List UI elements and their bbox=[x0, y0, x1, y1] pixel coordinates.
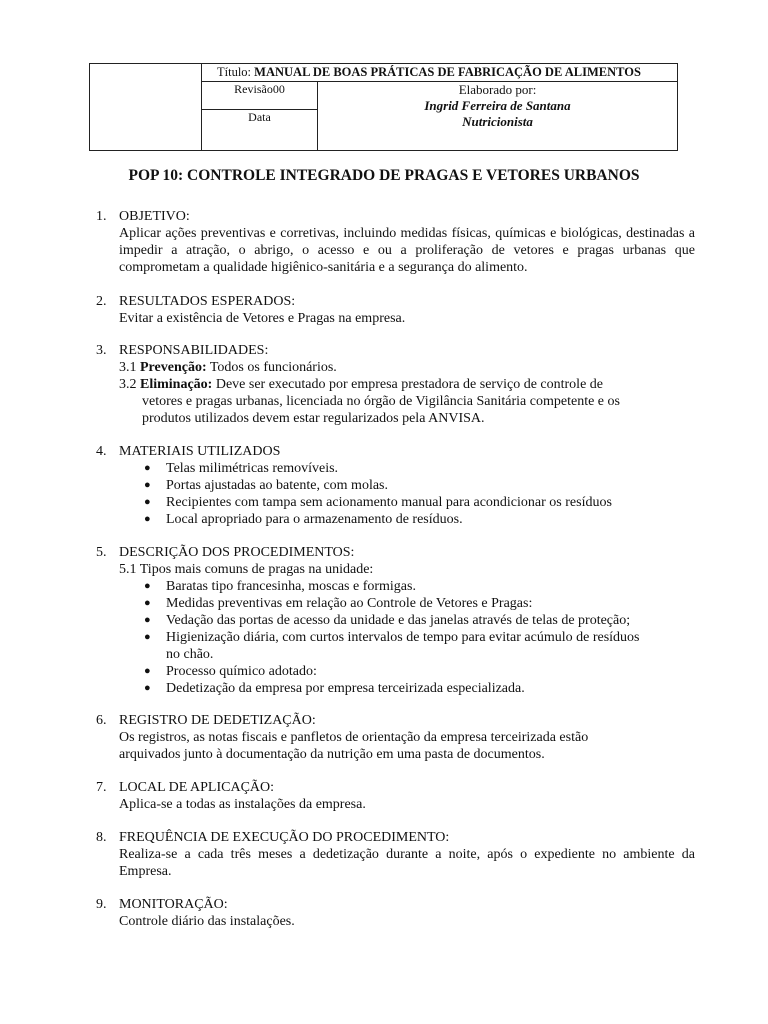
section-number: 7. bbox=[96, 780, 107, 795]
bullet-icon: ● bbox=[144, 682, 151, 694]
section-number: 5. bbox=[96, 545, 107, 560]
section-number: 1. bbox=[96, 209, 107, 224]
author-name: Ingrid Ferreira de Santana bbox=[424, 98, 571, 113]
bullet-icon: ● bbox=[144, 496, 151, 508]
section-number: 6. bbox=[96, 713, 107, 728]
section-text: Controle diário das instalações. bbox=[119, 914, 295, 929]
list-item bbox=[0, 663, 768, 680]
section-heading: OBJETIVO: bbox=[119, 209, 190, 224]
list-item bbox=[0, 511, 768, 528]
prepared-by-label: Elaborado por: bbox=[458, 82, 537, 97]
section-number: 3. bbox=[96, 343, 107, 358]
item-label: Prevenção: bbox=[140, 360, 207, 375]
list-item bbox=[0, 595, 768, 612]
list-item-text: Local apropriado para o armazenamento de resíduos. bbox=[166, 512, 463, 527]
section-heading: REGISTRO DE DEDETIZAÇÃO: bbox=[119, 713, 316, 728]
list-item bbox=[0, 629, 768, 646]
section-text: Aplicar ações preventivas e corretivas, incluindo medidas físicas, químicas e biológicas, destinadas a impedir a atração, o abrigo, o acesso e ou a proliferação de vetores e pragas urbanas que comprometam a qualidade higiênico-sanitária e a segurança do alimento. bbox=[119, 226, 695, 275]
list-item-text: no chão. bbox=[166, 647, 214, 662]
responsibility-item bbox=[119, 359, 699, 376]
header-table bbox=[89, 63, 678, 151]
bullet-icon: ● bbox=[144, 513, 151, 525]
revision-cell: Revisão00 bbox=[202, 82, 318, 110]
list-item bbox=[0, 680, 768, 697]
section-heading: RESPONSABILIDADES: bbox=[119, 343, 269, 358]
list-item-text: Baratas tipo francesinha, moscas e formigas. bbox=[166, 579, 416, 594]
list-item-text: Higienização diária, com curtos intervalos de tempo para evitar acúmulo de resíduos bbox=[166, 630, 640, 645]
section-number: 4. bbox=[96, 444, 107, 459]
bullet-list bbox=[0, 578, 768, 697]
bullet-icon: ● bbox=[144, 479, 151, 491]
list-item bbox=[0, 460, 768, 477]
item-number: 3.2 bbox=[119, 377, 137, 392]
list-item-text: Vedação das portas de acesso da unidade e das janelas através de telas de proteção; bbox=[166, 613, 631, 628]
page-title: POP 10: CONTROLE INTEGRADO DE PRAGAS E VETORES URBANOS bbox=[128, 167, 640, 184]
item-text: Deve ser executado por empresa prestadora de serviço de controle de bbox=[215, 377, 603, 392]
list-item-text: Portas ajustadas ao batente, com molas. bbox=[166, 478, 388, 493]
section-heading: DESCRIÇÃO DOS PROCEDIMENTOS: bbox=[119, 545, 355, 560]
bullet-icon: ● bbox=[144, 462, 151, 474]
section-heading: LOCAL DE APLICAÇÃO: bbox=[119, 780, 275, 795]
section-heading: RESULTADOS ESPERADOS: bbox=[119, 294, 296, 309]
bullet-icon: ● bbox=[144, 580, 151, 592]
date-cell: Data bbox=[202, 110, 318, 150]
section-heading: MONITORAÇÃO: bbox=[119, 897, 228, 912]
list-item-text: Recipientes com tampa sem acionamento manual para acondicionar os resíduos bbox=[166, 495, 612, 510]
author-role: Nutricionista bbox=[462, 114, 533, 129]
list-item-text: Processo químico adotado: bbox=[166, 664, 317, 679]
list-item bbox=[0, 477, 768, 494]
bullet-icon: ● bbox=[144, 631, 151, 643]
item-label: Eliminação: bbox=[140, 377, 213, 392]
list-item bbox=[0, 494, 768, 511]
item-text-line: produtos utilizados devem estar regularizados pela ANVISA. bbox=[142, 411, 485, 426]
header-title-value: MANUAL DE BOAS PRÁTICAS DE FABRICAÇÃO DE ALIMENTOS bbox=[254, 65, 641, 79]
list-item-text: Telas milimétricas removíveis. bbox=[166, 461, 339, 476]
section-text: Aplica-se a todas as instalações da empresa. bbox=[119, 797, 366, 812]
section-number: 9. bbox=[96, 897, 107, 912]
list-item-text: Dedetização da empresa por empresa terceirizada especializada. bbox=[166, 681, 525, 696]
list-item-continuation bbox=[0, 646, 768, 663]
section-text-line: Os registros, as notas fiscais e panfletos de orientação da empresa terceirizada estão bbox=[119, 730, 589, 745]
bullet-icon: ● bbox=[144, 665, 151, 677]
section-text-line: arquivados junto à documentação da nutrição em uma pasta de documentos. bbox=[119, 747, 545, 762]
bullet-icon: ● bbox=[144, 597, 151, 609]
bullet-list bbox=[0, 460, 768, 528]
responsibility-item bbox=[119, 376, 699, 427]
list-item bbox=[0, 612, 768, 629]
prepared-by-cell bbox=[318, 82, 677, 150]
section-number: 2. bbox=[96, 294, 107, 309]
header-title-prefix: Título: bbox=[217, 65, 252, 79]
item-number: 3.1 bbox=[119, 360, 137, 375]
list-item bbox=[0, 578, 768, 595]
header-title-cell bbox=[202, 64, 677, 82]
subsection-title: 5.1 Tipos mais comuns de pragas na unidade: bbox=[119, 562, 374, 577]
bullet-icon: ● bbox=[144, 614, 151, 626]
section-number: 8. bbox=[96, 830, 107, 845]
item-text: Todos os funcionários. bbox=[209, 360, 337, 375]
section-heading: FREQUÊNCIA DE EXECUÇÃO DO PROCEDIMENTO: bbox=[119, 830, 450, 845]
list-item-text: Medidas preventivas em relação ao Controle de Vetores e Pragas: bbox=[166, 596, 533, 611]
section-text: Realiza-se a cada três meses a dedetização durante a noite, após o expediente no ambiente da Empresa. bbox=[119, 847, 695, 879]
section-text: Evitar a existência de Vetores e Pragas na empresa. bbox=[119, 311, 406, 326]
item-text-line: vetores e pragas urbanas, licenciada no órgão de Vigilância Sanitária competente e os bbox=[142, 394, 620, 409]
section-heading: MATERIAIS UTILIZADOS bbox=[119, 444, 281, 459]
